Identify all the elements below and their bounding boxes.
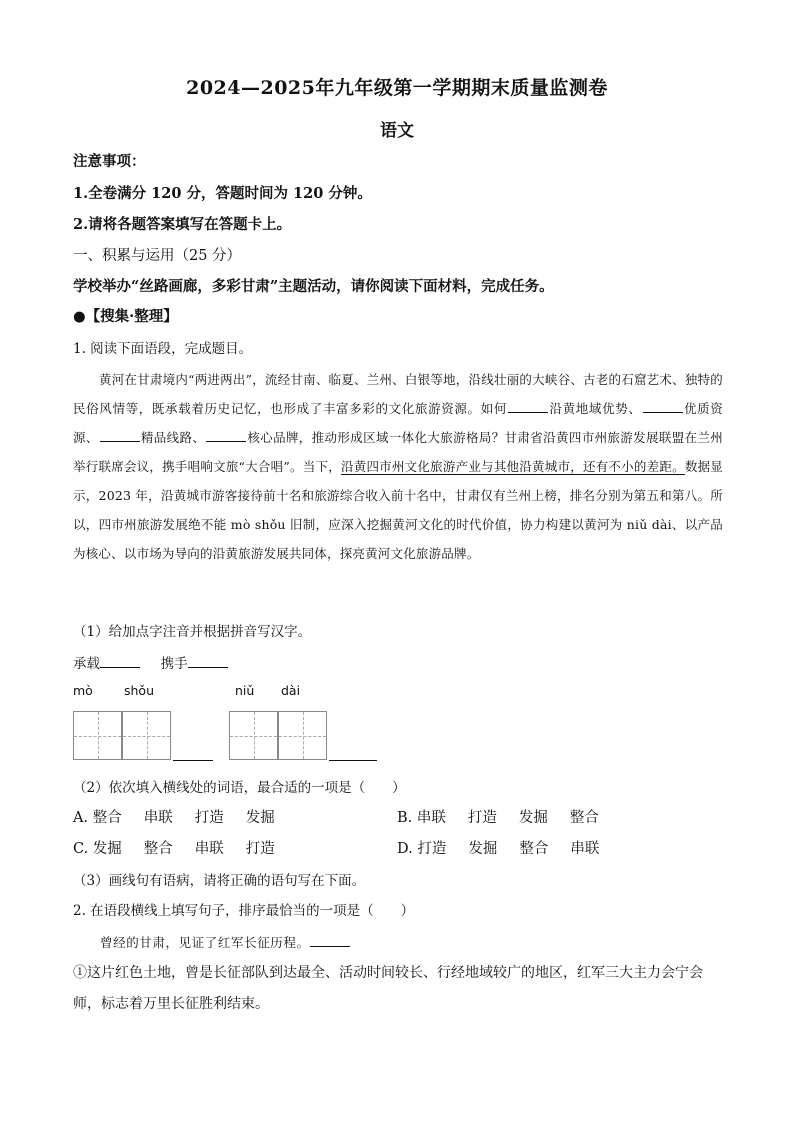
q2-answer-line[interactable] — [310, 934, 350, 947]
option-b-word-1: B. 串联 — [397, 810, 446, 826]
option-a-word-2: 串联 — [143, 810, 173, 826]
passage-part-1: 黄河在甘肃境内“两进两出”，流经甘南、临夏、兰州、白银等地，沿线壮丽的大峡谷、古老的石窟艺术、独特的民俗风情等，既承载着历史记忆，也形成了丰富多彩的文化旅游资源。如何 — [73, 372, 723, 416]
option-d-word-3: 整合 — [519, 841, 549, 857]
blank-3 — [100, 429, 140, 442]
option-a[interactable] — [73, 806, 297, 827]
passage-part-6: 数据显示，2023 年，沿黄城市游客接待前十名和旅游综合收入前十名中，甘肃仅有兰州上榜，排名分别为第五和第八。所以，四市州旅游发展绝不能 mò shǒu 旧制，应深入挖掘黄河文化的时代价值，协力构建以黄河为 niǔ dài、以产品为核心、以市场为导向的沿黄旅游发展共同体，探亮黄河文化旅游品牌。 — [73, 459, 723, 561]
q1-sub1: （1）给加点字注音并根据拼音写汉字。 — [73, 624, 312, 640]
option-c-word-2: 整合 — [143, 841, 173, 857]
q2-lead — [100, 933, 350, 951]
notice-heading: 注意事项： — [73, 153, 146, 170]
option-d-word-2: 发掘 — [468, 841, 498, 857]
blank-4 — [206, 429, 246, 442]
option-d-word-1: D. 打造 — [397, 841, 447, 857]
word-answer-row — [73, 652, 228, 672]
option-b-word-4: 整合 — [569, 810, 599, 826]
grid-line-2 — [329, 760, 377, 761]
grid-line-1 — [173, 760, 213, 761]
notice-item-2: 2.请将各题答案填写在答题卡上。 — [73, 216, 292, 233]
option-c[interactable] — [73, 837, 297, 858]
passage-part-2: 沿黄地域优势、 — [549, 401, 642, 416]
q2-lead-text: 曾经的甘肃，见证了红军长征历程。 — [100, 935, 310, 950]
option-c-word-1: C. 发掘 — [73, 841, 122, 857]
word-1: 承载 — [73, 656, 100, 672]
q1-sub2: （2）依次填入横线处的词语，最合适的一项是（ ） — [73, 780, 406, 796]
subject-title: 语文 — [380, 121, 414, 141]
blank-1 — [508, 400, 548, 413]
word-1-answer-line[interactable] — [100, 655, 140, 668]
writing-grid-3[interactable] — [229, 711, 278, 760]
blank-2 — [643, 400, 683, 413]
option-a-word-1: A. 整合 — [73, 810, 122, 826]
pinyin-2: shǒu — [124, 683, 155, 698]
sub-section-heading: ●【搜集·整理】 — [73, 308, 178, 325]
option-c-word-3: 串联 — [194, 841, 224, 857]
writing-grid-2[interactable] — [122, 711, 171, 760]
word-2: 携手 — [160, 656, 188, 672]
underlined-sentence: 沿黄四市州文化旅游产业与其他沿黄城市，还有不小的差距。 — [340, 459, 685, 474]
option-d-word-4: 串联 — [570, 841, 600, 857]
word-2-answer-line[interactable] — [188, 655, 228, 668]
option-c-word-4: 打造 — [245, 841, 275, 857]
q1-sub3: （3）画线句有语病，请将正确的语句写在下面。 — [73, 873, 366, 889]
q1-passage — [73, 365, 723, 568]
q2-item1-line2: 师，标志着万里长征胜利结束。 — [73, 996, 269, 1012]
q2-item1-line1: ①这片红色土地，曾是长征部队到达最全、活动时间较长、行经地域较广的地区，红军三大主力会宁会 — [73, 965, 703, 981]
option-b-word-3: 发掘 — [518, 810, 548, 826]
notice-item-1: 1.全卷满分 120 分，答题时间为 120 分钟。 — [73, 185, 372, 202]
pinyin-1: mò — [73, 683, 93, 698]
section-intro: 学校举办“丝路画廊，多彩甘肃”主题活动，请你阅读下面材料，完成任务。 — [73, 278, 554, 295]
option-a-word-3: 打造 — [194, 810, 224, 826]
q1-stem: 1. 阅读下面语段，完成题目。 — [73, 341, 253, 357]
writing-grid-4[interactable] — [278, 711, 327, 760]
pinyin-4: dài — [281, 683, 301, 698]
q2-stem: 2. 在语段横线上填写句子，排序最恰当的一项是（ ） — [73, 903, 415, 919]
option-a-word-4: 发掘 — [245, 810, 275, 826]
section-heading: 一、积累与运用（25 分） — [73, 248, 242, 264]
option-b-word-2: 打造 — [467, 810, 497, 826]
option-d[interactable] — [397, 837, 621, 858]
exam-title: 2024—2025年九年级第一学期期末质量监测卷 — [186, 77, 608, 99]
passage-part-3: 优质资源、 — [73, 401, 723, 445]
passage-part-5: 核心品牌，推动形成区域一体化大旅游格局？甘肃省沿黄四市州旅游发展联盟在兰州举行联席会议，携手唱响文旅“大合唱”。当下， — [73, 430, 724, 474]
pinyin-3: niǔ — [235, 683, 255, 698]
passage-part-4: 精品线路、 — [140, 430, 206, 445]
option-b[interactable] — [397, 806, 621, 827]
writing-grid-1[interactable] — [73, 711, 122, 760]
